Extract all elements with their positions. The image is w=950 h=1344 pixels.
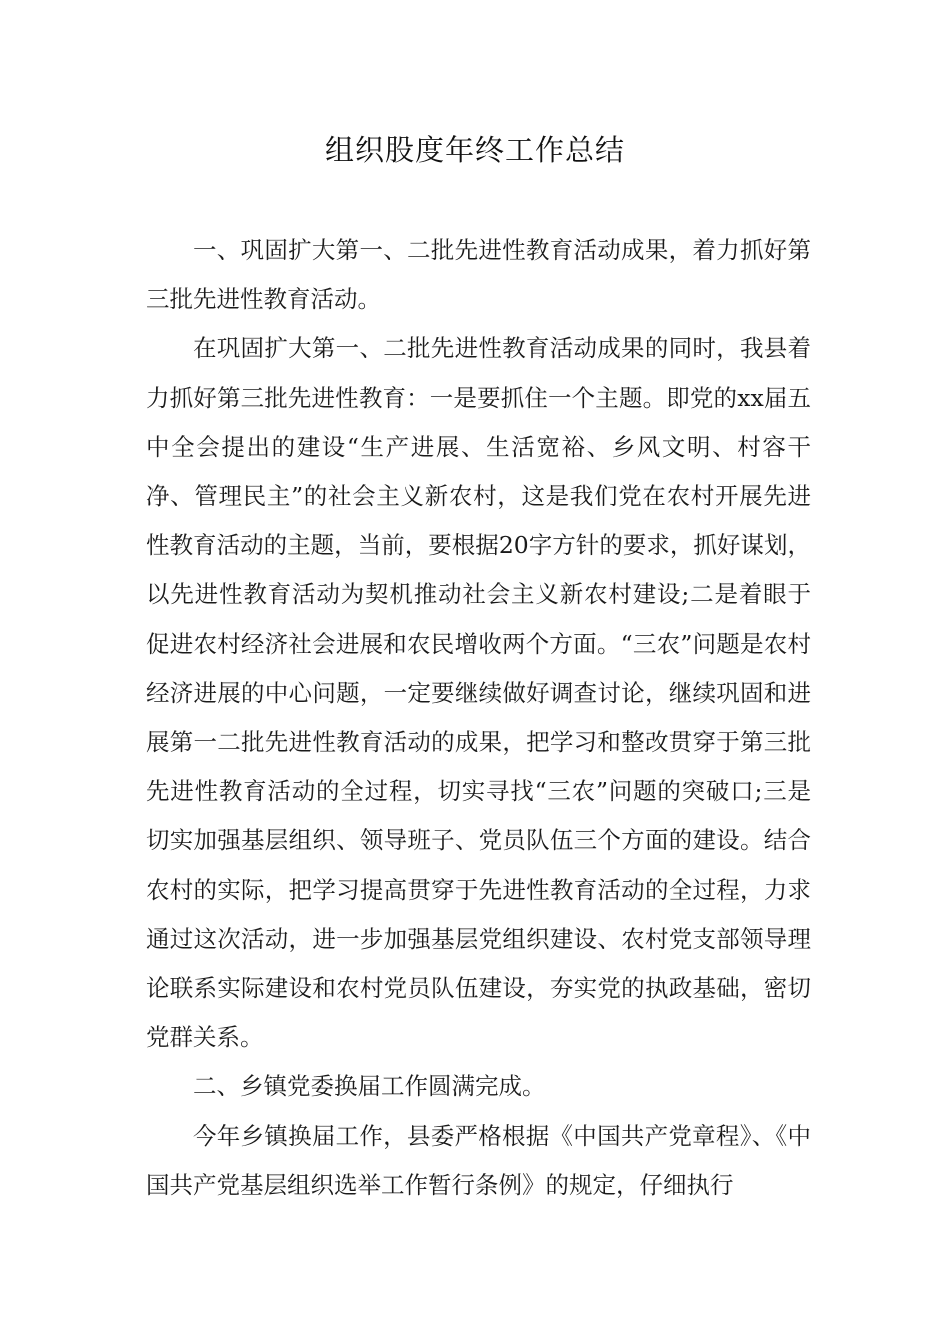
body-paragraph-1: 在巩固扩大第一、二批先进性教育活动成果的同时，我县着力抓好第三批先进性教育：一是要抓住一个主题。即党的xx届五中全会提出的建设“生产进展、生活宽裕、乡风文明、村容干净、管理民主”的社会主义新农村，这是我们党在农村开展先进性教育活动的主题，当前，要根据20字方针的要求，抓好谋划，以先进性教育活动为契机推动社会主义新农村建设;二是着眼于促进农村经济社会进展和农民增收两个方面。“三农”问题是农村经济进展的中心问题，一定要继续做好调查讨论，继续巩固和进展第一二批先进性教育活动的成果，把学习和整改贯穿于第三批先进性教育活动的全过程，切实寻找“三农”问题的突破口;三是切实加强基层组织、领导班子、党员队伍三个方面的建设。结合农村的实际，把学习提高贯穿于先进性教育活动的全过程，力求通过这次活动，进一步加强基层党组织建设、农村党支部领导理论联系实际建设和农村党员队伍建设，夯实党的执政基础，密切党群关系。 — [146, 334, 811, 1052]
document-title: 组织股度年终工作总结 — [324, 133, 625, 167]
body-paragraph-2: 今年乡镇换届工作，县委严格根据《中国共产党章程》、《中国共产党基层组织选举工作暂行条例》的规定，仔细执行 — [146, 1121, 811, 1199]
section-heading-1: 一、巩固扩大第一、二批先进性教育活动成果，着力抓好第三批先进性教育活动。 — [146, 236, 811, 314]
section-heading-2: 二、乡镇党委换届工作圆满完成。 — [193, 1072, 546, 1101]
document-body — [146, 226, 811, 1210]
